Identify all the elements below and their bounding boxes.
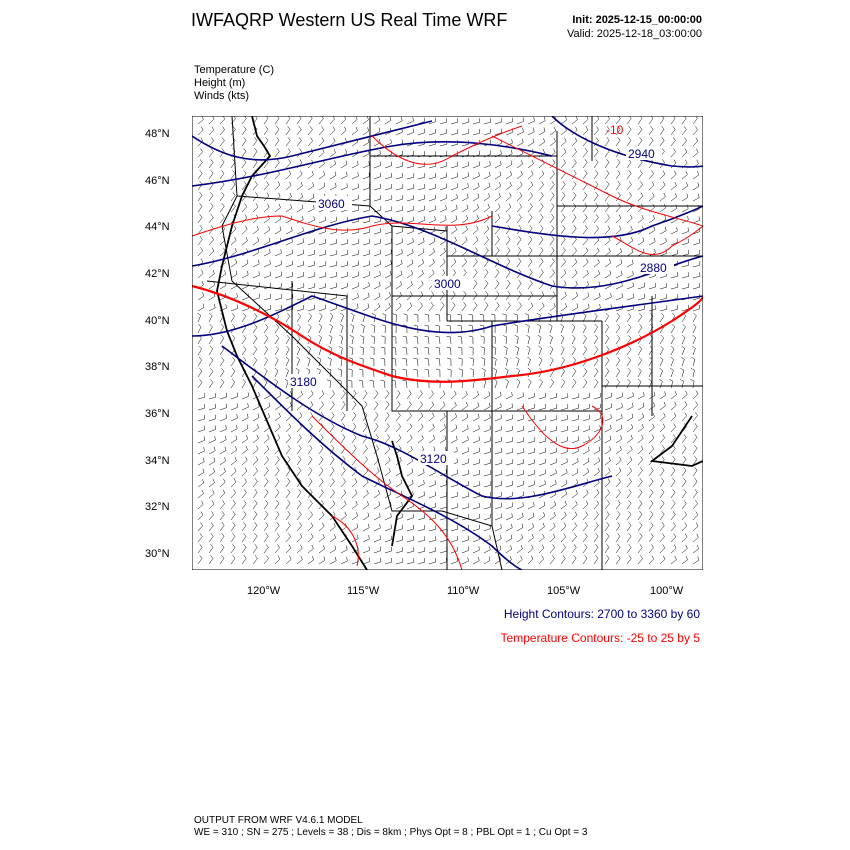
variable-winds: Winds (kts) [194,90,249,102]
lon-label-115: 115°W [347,585,380,597]
weather-map [192,116,703,570]
model-version: OUTPUT FROM WRF V4.6.1 MODEL [194,815,363,826]
lon-label-110: 110°W [447,585,480,597]
model-config: WE = 310 ; SN = 275 ; Levels = 38 ; Dis = 8km ; Phys Opt = 8 ; PBL Opt = 1 ; Cu Opt = 3 [194,827,588,838]
height-label-3180: 3180 [290,375,317,389]
lat-label-40: 40°N [145,315,170,327]
height-label-2940: 2940 [628,147,655,161]
variable-list [194,64,274,103]
valid-time: Valid: 2025-12-18_03:00:00 [567,28,702,40]
variable-height: Height (m) [194,77,246,89]
map-title: IWFAQRP Western US Real Time WRF [191,10,508,30]
lat-label-44: 44°N [145,221,170,233]
lon-label-120: 120°W [247,585,281,597]
variable-temperature: Temperature (C) [194,64,275,76]
height-label-3120: 3120 [420,452,447,466]
lat-label-30: 30°N [145,548,170,560]
model-info [194,815,587,839]
height-label-3060: 3060 [318,197,345,211]
height-label-2880: 2880 [640,261,667,275]
lat-label-48: 48°N [145,128,170,140]
run-times [567,13,702,41]
lat-label-46: 46°N [145,175,170,187]
temperature-label-neg10: -10 [606,123,624,137]
lat-label-34: 34°N [145,455,170,467]
lat-label-38: 38°N [145,361,170,373]
lat-label-42: 42°N [145,268,170,280]
lon-label-100: 100°W [650,585,684,597]
init-time: Init: 2025-12-15_00:00:00 [572,14,702,26]
height-contour-legend: Height Contours: 2700 to 3360 by 60 [503,607,700,621]
lat-label-32: 32°N [145,501,170,513]
lon-label-105: 105°W [547,585,581,597]
lat-label-36: 36°N [145,408,170,420]
temperature-contour-legend: Temperature Contours: -25 to 25 by 5 [500,631,700,645]
height-label-3000: 3000 [434,277,461,291]
